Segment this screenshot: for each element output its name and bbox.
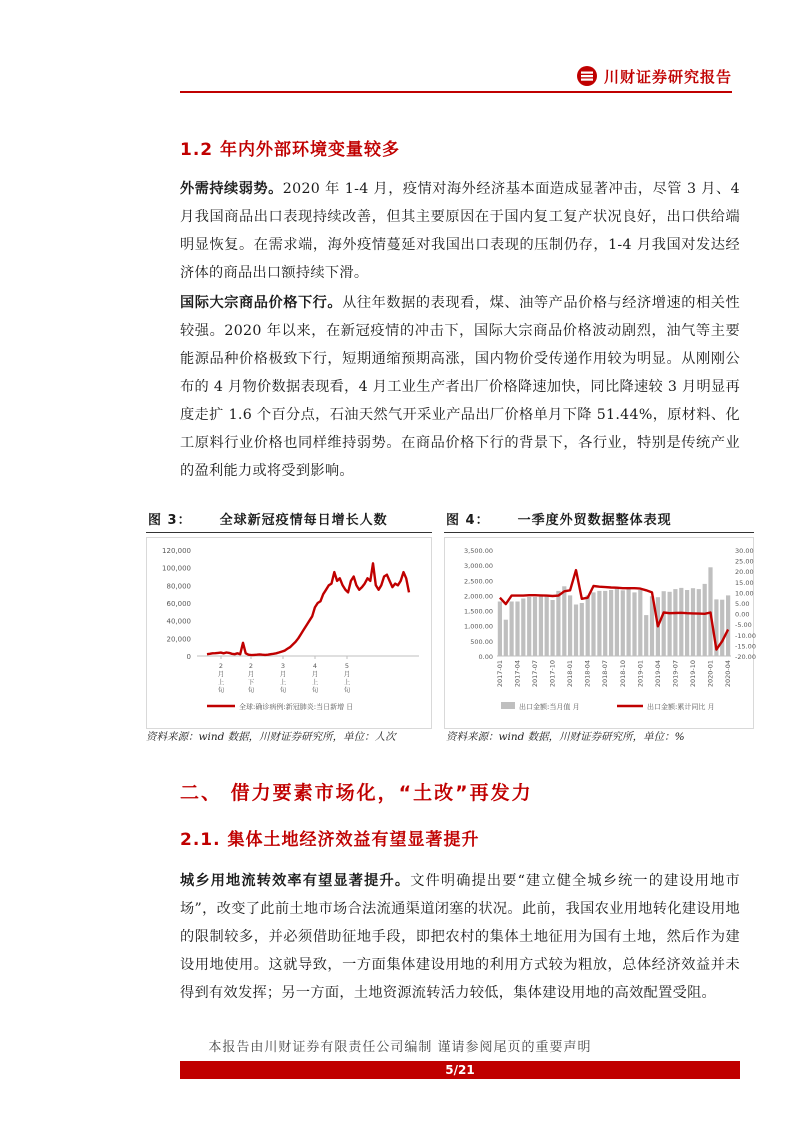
x-tick-label: 3 月上旬	[279, 662, 287, 694]
header-rule	[180, 91, 732, 93]
chuancai-logo-icon	[576, 65, 598, 87]
y-right-tick-label: 15.00	[735, 578, 754, 587]
bar-export-value	[515, 602, 519, 657]
legend-swatch-bar	[501, 702, 515, 709]
bar-export-value	[609, 590, 613, 656]
brand-title: 川财证券研究报告	[603, 67, 732, 86]
section-heading-1-2: 1.2 年内外部环境变量较多	[180, 140, 401, 160]
bar-export-value	[644, 615, 648, 656]
section-heading-2-1: 2.1. 集体土地经济效益有望显著提升	[180, 830, 480, 850]
figure-3-title	[146, 507, 432, 533]
figure-3-caption: 全球新冠疫情每日增长人数	[219, 513, 388, 528]
bar-export-value	[685, 590, 689, 656]
report-header-brand	[576, 64, 732, 88]
paragraph-lead: 外需持续弱势。	[180, 181, 283, 197]
y-right-tick-label: 30.00	[735, 547, 754, 555]
paragraph-lead: 国际大宗商品价格下行。	[180, 295, 343, 311]
y-right-tick-label: -10.00	[735, 631, 756, 640]
x-tick-label: 2018-10	[618, 660, 627, 688]
paragraph-body: 文件明确提出要“建立健全城乡统一的建设用地市场”，改变了此前土地市场合法流通渠道闭塞的状况。此前，我国农业用地转化建设用地的限制较多，并必须借助征地手段，即把农村的集体土地征用为国有土地，然后作为建设用地使用。这就导致，一方面集体建设用地的利用方式较为粗放，总体经济效益并未得到有效发挥；另一方面，土地资源流转活力较低，集体建设用地的高效配置受阻。	[180, 873, 740, 1001]
bar-export-value	[668, 592, 672, 656]
x-tick-label: 2 月下旬	[247, 662, 255, 694]
bar-export-value	[533, 597, 537, 656]
bar-export-value	[697, 589, 701, 656]
y-right-tick-label: 0.00	[735, 610, 750, 619]
figure-3-source: 资料来源：wind 数据，川财证券研究所，单位：人次	[146, 731, 396, 743]
bar-export-value	[627, 587, 631, 656]
figure-4-chart-frame	[444, 537, 754, 729]
bar-export-value	[597, 591, 601, 656]
section-heading-2: 二、 借力要素市场化，“土改”再发力	[180, 782, 533, 804]
bar-export-value	[568, 595, 572, 656]
legend-label-bar: 出口金额:当月值 月	[519, 703, 580, 711]
legend-label-line: 出口金额:累计同比 月	[647, 703, 715, 711]
figure-3-label: 图 3：	[148, 513, 192, 528]
bar-export-value	[638, 590, 642, 656]
bar-export-value	[662, 591, 666, 656]
x-tick-label: 2017-07	[531, 660, 540, 688]
bar-export-value	[703, 584, 707, 656]
figure-4-title	[444, 507, 754, 533]
y-left-tick-label: 2,500.00	[464, 577, 493, 586]
bar-export-value	[574, 605, 578, 657]
bar-export-value	[632, 592, 636, 656]
x-tick-label: 2020-04	[724, 660, 733, 688]
figure-4-label: 图 4：	[446, 513, 490, 528]
paragraph-land-transfer	[180, 867, 740, 1007]
bar-export-value	[679, 588, 683, 656]
y-right-tick-label: -15.00	[735, 642, 756, 651]
paragraph-body: 从往年数据的表现看，煤、油等产品价格与经济增速的相关性较强。2020 年以来，在新冠疫情的冲击下，国际大宗商品价格波动剧烈，油气等主要能源品种价格极致下行，短期通缩预期高涨，国内物价受传递作用较为明显。从刚刚公布的 4 月物价数据表现看，4 月工业生产者出厂价格降速加快，同比降速较 3 月明显再度走扩 1.6 个百分点，石油天然气开采业产品出厂价格单月下降 51.44%，原材料、化工原料行业价格也同样维持弱势。在商品价格下行的背景下，各行业，特别是传统产业的盈利能力或将受到影响。	[180, 295, 740, 479]
x-tick-label: 2017-01	[495, 660, 504, 688]
paragraph-commodity-prices	[180, 289, 740, 485]
y-tick-label: 80,000	[166, 582, 191, 591]
y-right-tick-label: 5.00	[735, 600, 750, 608]
y-left-tick-label: 1,500.00	[464, 607, 493, 616]
figure-3	[146, 507, 432, 723]
figure-4-source: 资料来源：wind 数据，川财证券研究所，单位：%	[446, 731, 685, 743]
y-left-tick-label: 500.00	[470, 637, 493, 646]
y-left-tick-label: 2,000.00	[464, 592, 493, 601]
paragraph-body: 2020 年 1-4 月，疫情对海外经济基本面造成显著冲击，尽管 3 月、4 月我国商品出口表现持续改善，但其主要原因在于国内复工复产状况良好，出口供给端明显恢复。在需求端，海外疫情蔓延对我国出口表现的压制仍存，1-4 月我国对发达经济体的商品出口额持续下滑。	[180, 181, 740, 281]
x-tick-label: 2017-10	[548, 660, 557, 688]
y-tick-label: 120,000	[162, 547, 191, 555]
x-tick-label: 2019-04	[653, 660, 662, 688]
y-tick-label: 40,000	[166, 617, 191, 626]
y-right-tick-label: -5.00	[735, 621, 752, 630]
figure-4-caption: 一季度外贸数据整体表现	[517, 513, 672, 528]
x-tick-label: 4 月上旬	[311, 662, 319, 694]
bar-export-value	[720, 600, 724, 656]
bar-export-value	[498, 602, 502, 657]
covid-daily-cases-chart	[147, 538, 431, 724]
x-tick-label: 2018-01	[566, 660, 575, 688]
y-left-tick-label: 0.00	[478, 653, 493, 661]
bar-export-value	[556, 591, 560, 656]
bar-export-value	[603, 591, 607, 656]
y-right-tick-label: 10.00	[735, 589, 754, 598]
page-number: 5/21	[180, 1061, 740, 1079]
y-left-tick-label: 1,000.00	[464, 622, 493, 631]
bar-export-value	[591, 592, 595, 656]
bar-export-value	[539, 595, 543, 656]
bar-export-value	[673, 589, 677, 656]
bar-export-value	[621, 590, 625, 656]
bar-export-value	[615, 588, 619, 656]
x-tick-label: 2017-04	[513, 660, 522, 688]
y-left-tick-label: 3,000.00	[464, 562, 493, 571]
bar-export-value	[586, 595, 590, 656]
paragraph-lead: 城乡用地流转效率有望显著提升。	[180, 873, 411, 889]
bar-export-value	[726, 595, 730, 656]
y-right-tick-label: 25.00	[735, 557, 754, 566]
x-tick-label: 2019-01	[636, 660, 645, 688]
x-tick-label: 2019-07	[671, 660, 680, 688]
x-tick-label: 2020-01	[706, 660, 715, 688]
footer-disclaimer: 本报告由川财证券有限责任公司编制 谨请参阅尾页的重要声明	[208, 1040, 592, 1055]
y-tick-label: 20,000	[166, 635, 191, 644]
x-tick-label: 2 月上旬	[217, 662, 225, 694]
series-line-daily-cases	[207, 563, 409, 655]
bar-export-value	[562, 586, 566, 656]
x-tick-label: 5 月上旬	[343, 662, 351, 694]
bar-export-value	[545, 595, 549, 656]
y-right-tick-label: -20.00	[735, 653, 756, 661]
x-tick-label: 2019-10	[688, 660, 697, 688]
x-tick-label: 2018-04	[583, 660, 592, 688]
bar-export-value	[527, 597, 531, 656]
bar-export-value	[551, 600, 555, 656]
bar-export-value	[691, 588, 695, 656]
bar-export-value	[521, 599, 525, 657]
bar-export-value	[504, 620, 508, 656]
y-tick-label: 0	[186, 653, 191, 661]
y-tick-label: 60,000	[166, 600, 191, 608]
y-right-tick-label: 20.00	[735, 568, 754, 577]
figure-3-chart-frame	[146, 537, 432, 729]
y-tick-label: 100,000	[162, 564, 191, 573]
export-trade-chart	[445, 538, 756, 724]
bar-export-value	[510, 602, 514, 657]
bar-export-value	[580, 603, 584, 656]
figure-4	[444, 507, 754, 723]
paragraph-external-demand	[180, 175, 740, 287]
y-left-tick-label: 3,500.00	[464, 547, 493, 555]
legend-label: 全球:确诊病例:新冠肺炎:当日新增 日	[239, 703, 354, 711]
x-tick-label: 2018-07	[601, 660, 610, 688]
